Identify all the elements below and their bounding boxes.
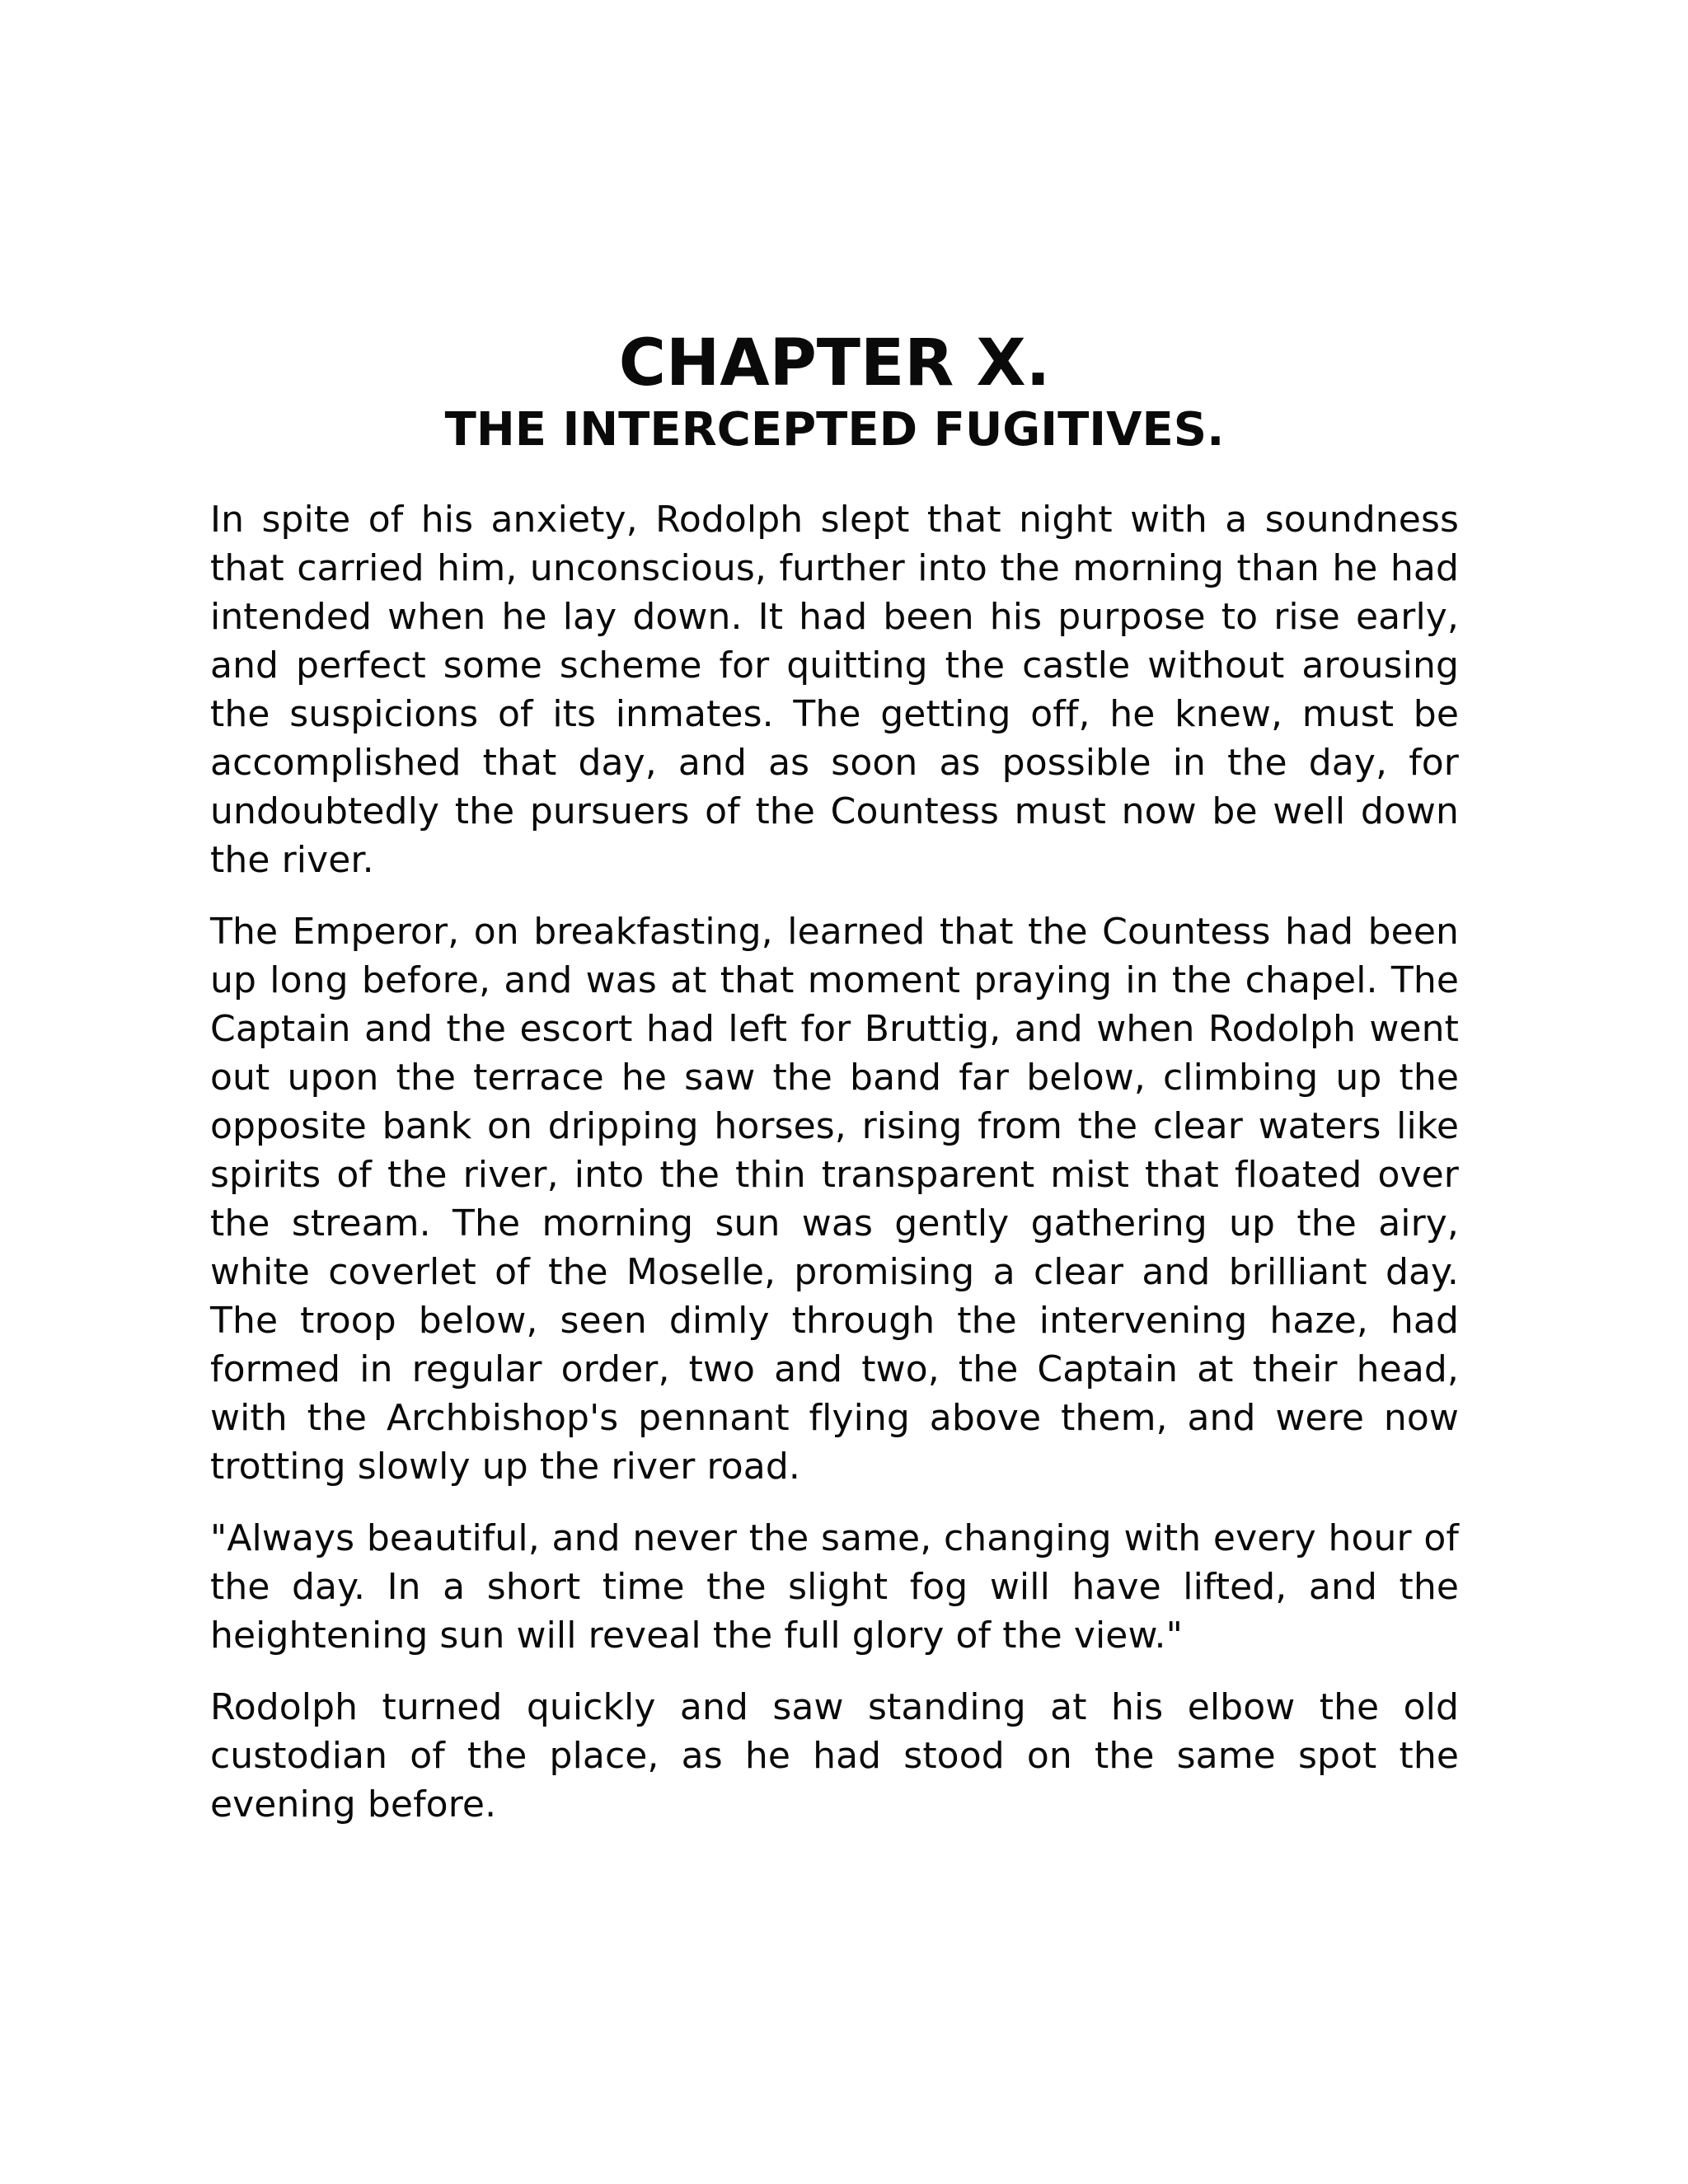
chapter-title: THE INTERCEPTED FUGITIVES. bbox=[444, 403, 1225, 457]
paragraph-4: Rodolph turned quickly and saw standing at his elbow the old custodian of the place, as he had stood on the same spot the evening before. bbox=[210, 1686, 1459, 1825]
document-page bbox=[210, 326, 1459, 1852]
paragraph-3: "Always beautiful, and never the same, changing with every hour of the day. In a short time the slight fog will have lifted, and the heightening sun will reveal the full glory of the view." bbox=[210, 1517, 1459, 1657]
paragraph-1: In spite of his anxiety, Rodolph slept that night with a soundness that carried him, unconscious, further into the morning than he had intended when he lay down. It had been his purpose to rise early, and perfect some scheme for quitting the castle without arousing the suspicions of its inmates. The getting off, he knew, must be accomplished that day, and as soon as possible in the day, for undoubtedly the pursuers of the Countess must now be well down the river. bbox=[210, 499, 1459, 881]
chapter-number: CHAPTER X. bbox=[618, 326, 1051, 401]
paragraph-2: The Emperor, on breakfasting, learned that the Countess had been up long before, and was at that moment praying in the chapel. The Captain and the escort had left for Bruttig, and when Rodolph went out upon the terrace he saw the band far below, climbing up the opposite bank on dripping horses, rising from the clear waters like spirits of the river, into the thin transparent mist that floated over the stream. The morning sun was gently gathering up the airy, white coverlet of the Moselle, promising a clear and brilliant day. The troop below, seen dimly through the intervening haze, had formed in regular order, two and two, the Captain at their head, with the Archbishop's pennant flying above them, and were now trotting slowly up the river road. bbox=[210, 911, 1459, 1488]
